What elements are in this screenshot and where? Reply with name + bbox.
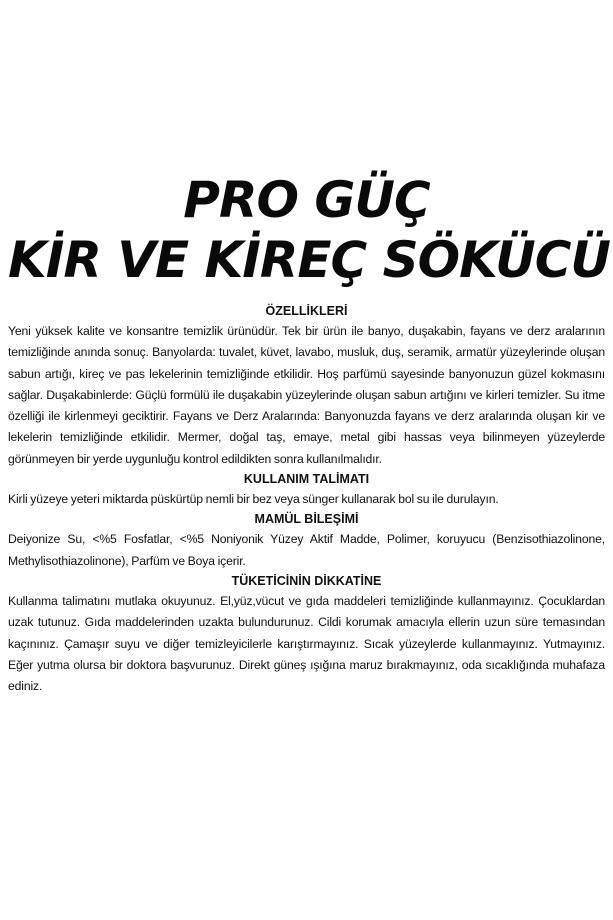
warnings-text: Kullanma talimatını mutlaka okuyunuz. El,yüz,vücut ve gıda maddeleri temizliğinde kullanmayınız. Çocuklardan uzak tutunuz. Gıda maddelerinden uzakta bulundurunuz. Cildi korumak amacıyla ellerin uzun süre temasından kaçınınız. Çamaşır suyu ve diğer temizleyicilerle karıştırmayınız. Sıcak yüzeylerde kullanmayınız. Yutmayınız. Eğer yutma olursa bir doktora başvurunuz. Direkt güneş ışığına maruz bırakmayınız, oda sıcaklığında muhafaza ediniz. bbox=[8, 593, 605, 694]
product-title bbox=[8, 170, 610, 290]
features-heading: ÖZELLİKLERİ bbox=[265, 304, 348, 318]
product-title-line-2: KİR VE KİREÇ SÖKÜCÜ bbox=[8, 231, 610, 289]
usage-text: Kirli yüzeye yeteri miktarda püskürtüp nemli bir bez veya sünger kullanarak bol su ile durulayın. bbox=[8, 492, 499, 507]
product-label bbox=[8, 170, 610, 697]
warnings-heading: TÜKETİCİNİN DİKKATİNE bbox=[231, 573, 382, 588]
composition-heading: MAMÜL BİLEŞİMİ bbox=[254, 512, 359, 527]
usage-section bbox=[8, 470, 605, 510]
usage-heading: KULLANIM TALİMATI bbox=[243, 472, 370, 487]
features-section bbox=[8, 302, 605, 470]
composition-section bbox=[8, 510, 605, 572]
product-title-line-1: PRO GÜÇ bbox=[183, 171, 430, 229]
composition-text: Deiyonize Su, <%5 Fosfatlar, <%5 Noniyonik Yüzey Aktif Madde, Polimer, koruyucu (Benzisothiazolinone, Methylisothiazolinone), Parfüm ve Boya içerir. bbox=[8, 532, 605, 568]
features-text: Yeni yüksek kalite ve konsantre temizlik ürünüdür. Tek bir ürün ile banyo, duşakabin, fayans ve derz aralarının temizliğinde anında sonuç. Banyolarda: tuvalet, küvet, lavabo, musluk, duş, seramik, armatür yüzeylerinde oluşan sabun artığı, kireç ve pas lekelerinin temizliğinde etkilidir. Hoş parfümü sayesinde banyonuzun güzel kokmasını sağlar. Duşakabinlerde: Güçlü formülü ile duşakabin yüzeylerinde oluşan sabun artığını ve kirleri temizler. Su itme özelliği ile kirlenmeyi geciktirir. Fayans ve Derz Aralarında: Banyonuzda fayans ve derz aralarında oluşan kir ve lekelerin temizliğinde etkilidir. Mermer, doğal taş, emaye, metal gibi hassas veya bilinmeyen yüzeylerde görünmeyen bir yerde uygunluğu kontrol edildikten sonra kullanılmalıdır. bbox=[8, 324, 605, 466]
warnings-section bbox=[8, 572, 605, 697]
